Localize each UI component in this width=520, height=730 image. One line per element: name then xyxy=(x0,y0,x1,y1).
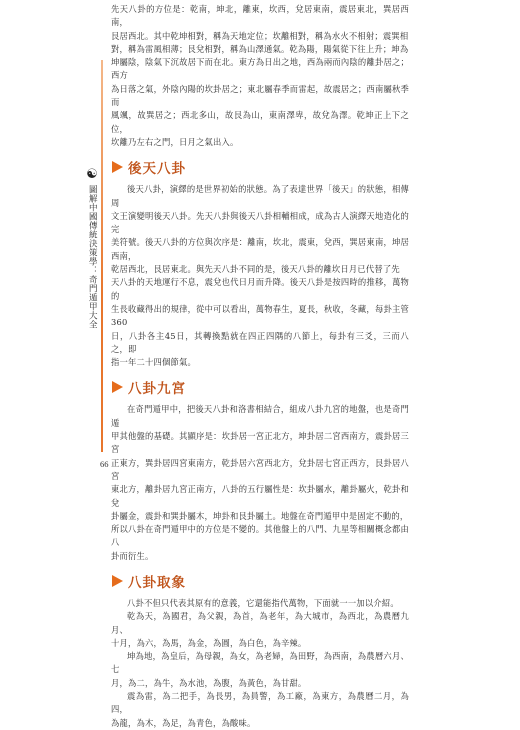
text-line: 天八卦的天地運行不息，震兌也代日月而升降。後天八卦是按四時的推移，萬物的 xyxy=(111,277,409,301)
text-line: 指一年二十四個節氣。 xyxy=(111,357,196,368)
arrow-bullet-icon xyxy=(112,381,123,393)
text-line: 文王演變明後天八卦。先天八卦與後天八卦相輔相成，成為古人演繹天地造化的完 xyxy=(111,210,409,235)
text-line: 十月，為六，為馬，為金，為圓，為白色，為辛辣。 xyxy=(111,637,307,648)
text-line: 八卦不但只代表其原有的意義，它還能指代萬物，下面就一一加以介紹。 xyxy=(127,597,399,608)
page-number: 66 xyxy=(100,459,109,469)
text-line: 日，八卦各主45日，其轉換點就在四正四隅的八節上，每卦有三爻，三而八之，即 xyxy=(111,330,409,354)
text-line: 震為雷，為二把手，為長男，為員警，為工廠，為東方，為農曆二月，為四， xyxy=(111,691,409,715)
arrow-bullet-icon xyxy=(112,161,123,173)
page-body xyxy=(111,3,409,730)
section-heading xyxy=(111,571,409,591)
text-line: 後天八卦，演繹的是世界初始的狀態。為了表達世界「後天」的狀態，相傳周 xyxy=(111,184,409,208)
margin-rule xyxy=(101,60,103,452)
intro-paragraph xyxy=(111,3,409,149)
text-line: 卦屬金，震卦和巽卦屬木，坤卦和艮卦屬土。地盤在奇門遁甲中是固定不動的， xyxy=(111,510,409,521)
arrow-bullet-icon xyxy=(112,575,123,587)
section-body xyxy=(111,183,409,369)
text-line: 生長收藏得出的規律，從中可以看出，萬物春生，夏長，秋收，冬藏，每卦主管360 xyxy=(111,303,409,328)
yin-yang-icon: ☯ xyxy=(86,167,98,182)
text-line: 所以八卦在奇門遁甲中的方位是不變的。其他盤上的八門、九星等相關概念都由八 xyxy=(111,524,409,548)
section-title: 八卦九宮 xyxy=(128,381,186,398)
section-heading xyxy=(111,157,409,177)
section-heading xyxy=(111,377,409,397)
section-body xyxy=(111,403,409,563)
text-line: 甲其他盤的基礎。其顯序是：坎卦居一宮正北方，坤卦居二宮西南方，震卦居三宮 xyxy=(111,431,409,455)
text-line: 艮居西北。其中乾坤相對，稱為天地定位；坎離相對，稱為水火不相射；震巽相 xyxy=(111,30,409,41)
text-line: 卦而衍生。 xyxy=(111,550,154,561)
section-title: 後天八卦 xyxy=(128,161,186,178)
running-title xyxy=(84,168,100,329)
text-line: 正東方，巽卦居四宮東南方，乾卦居六宮西北方，兌卦居七宮正西方，艮卦居八宮 xyxy=(111,457,409,481)
text-line: 風颯，故巽居之；西北多山，故艮為山，東南澤卑，故兌為澤。乾坤正上下之位， xyxy=(111,110,409,134)
text-line: 為日落之氣，外陰內陽的坎卦居之；東北屬春季而雷起，故震居之；西南屬秋季而 xyxy=(111,83,409,108)
text-line: 乾居西北，艮居東北。與先天八卦不同的是，後天八卦的離坎日月已代替了先 xyxy=(111,264,400,275)
text-line: 美符號。後天八卦的方位與次序是：離南，坎北，震東，兌西，巽居東南，坤居西南， xyxy=(111,237,409,261)
text-line: 在奇門遁甲中，把後天八卦和洛書相結合，組成八卦九宮的地盤，也是奇門遁 xyxy=(111,404,409,428)
text-line: 對，稱為雷風相薄；艮兌相對，稱為山澤通氣。乾為陽，陽氣從下往上升；坤為 xyxy=(111,43,409,54)
section-body xyxy=(111,597,409,730)
text-line: 坤屬陰，陰氣下沉故居下而在北。東方為日出之地，西為兩而內陰的離卦居之；西方 xyxy=(111,57,409,81)
text-line: 為龍，為木，為足，為青色，為酸味。 xyxy=(111,717,256,728)
text-line: 先天八卦的方位是：乾南，坤北，離東，坎西，兌居東南，震居東北，巽居西南， xyxy=(111,4,409,28)
text-line: 乾為天，為國君，為父親，為首，為老年，為大城市，為西北，為農曆九月、 xyxy=(111,611,409,635)
text-line: 坤為地，為皇后，為母親，為女，為老婦，為田野，為西南，為農曆六月、七 xyxy=(111,651,409,675)
text-line: 坎離乃左右之門，日月之氣出入。 xyxy=(111,136,239,147)
text-line: 東北方，離卦居九宮正南方，八卦的五行屬性是：坎卦屬水，離卦屬火，乾卦和兌 xyxy=(111,484,409,508)
running-title-text: 圖解中國傳統決策學：奇門遁甲大全 xyxy=(87,185,98,329)
text-line: 月，為二，為牛，為水池，為腹，為黃色，為甘甜。 xyxy=(111,677,307,688)
section-title: 八卦取象 xyxy=(128,574,186,591)
